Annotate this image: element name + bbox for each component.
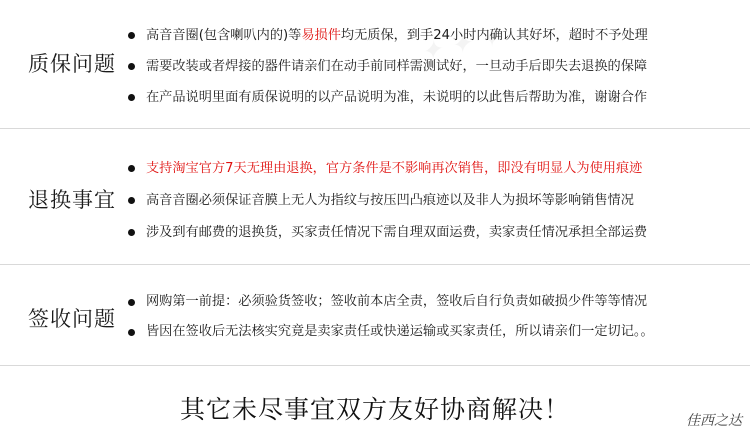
bullet-icon bbox=[128, 329, 135, 336]
section-returns bbox=[0, 129, 750, 265]
section-warranty bbox=[0, 0, 750, 129]
bullet-icon bbox=[128, 197, 135, 204]
item-highlight: 支持淘宝官方7天无理由退换，官方条件是不影响再次销售，即没有明显人为使用痕迹 bbox=[146, 161, 643, 176]
list-item bbox=[126, 82, 648, 113]
item-list bbox=[126, 20, 648, 113]
section-title: 签收问题 bbox=[28, 307, 116, 331]
list-item bbox=[126, 185, 647, 217]
item-text: 皆因在签收后无法核实究竟是卖家责任或快递运输或买家责任，所以请亲们一定切记。。 bbox=[146, 324, 654, 339]
item-list bbox=[126, 153, 647, 249]
bullet-icon bbox=[128, 299, 135, 306]
list-item bbox=[126, 20, 648, 51]
bullet-icon bbox=[128, 32, 135, 39]
item-text: 在产品说明里面有质保说明的以产品说明为准，未说明的以此售后帮助为准，谢谢合作 bbox=[146, 90, 648, 105]
item-text: 均无质保，到手24小时内确认其好坏，超时不予处理 bbox=[340, 28, 648, 43]
bullet-icon bbox=[128, 63, 135, 70]
item-text: 网购第一前提：必须验货签收；签收前本店全责，签收后自行负责如破损少件等等情况 bbox=[146, 294, 648, 309]
footer-note: 其它未尽事宜双方友好协商解决！ bbox=[179, 395, 570, 424]
list-item bbox=[126, 317, 654, 347]
section-title: 退换事宜 bbox=[28, 188, 116, 212]
bullet-icon bbox=[128, 165, 135, 172]
bullet-icon bbox=[128, 94, 135, 101]
item-text: 涉及到有邮费的退换货，买家责任情况下需自理双面运费，卖家责任情况承担全部运费 bbox=[146, 225, 648, 240]
item-text: 需要改装或者焊接的器件请亲们在动手前同样需测试好，一旦动手后即失去退换的保障 bbox=[146, 59, 648, 74]
item-list bbox=[126, 287, 654, 347]
signature-logo: 佳西之达 bbox=[686, 413, 742, 429]
list-item bbox=[126, 153, 647, 185]
item-highlight: 易损件 bbox=[301, 28, 341, 43]
list-item bbox=[126, 217, 647, 249]
section-title: 质保问题 bbox=[28, 52, 116, 76]
bullet-icon bbox=[128, 229, 135, 236]
item-text: 高音音圈(包含喇叭内的)等 bbox=[146, 28, 302, 43]
list-item bbox=[126, 287, 654, 317]
list-item bbox=[126, 51, 648, 82]
section-receipt bbox=[0, 265, 750, 366]
item-text: 高音音圈必须保证音膜上无人为指纹与按压凹凸痕迹以及非人为损坏等影响销售情况 bbox=[146, 193, 634, 208]
